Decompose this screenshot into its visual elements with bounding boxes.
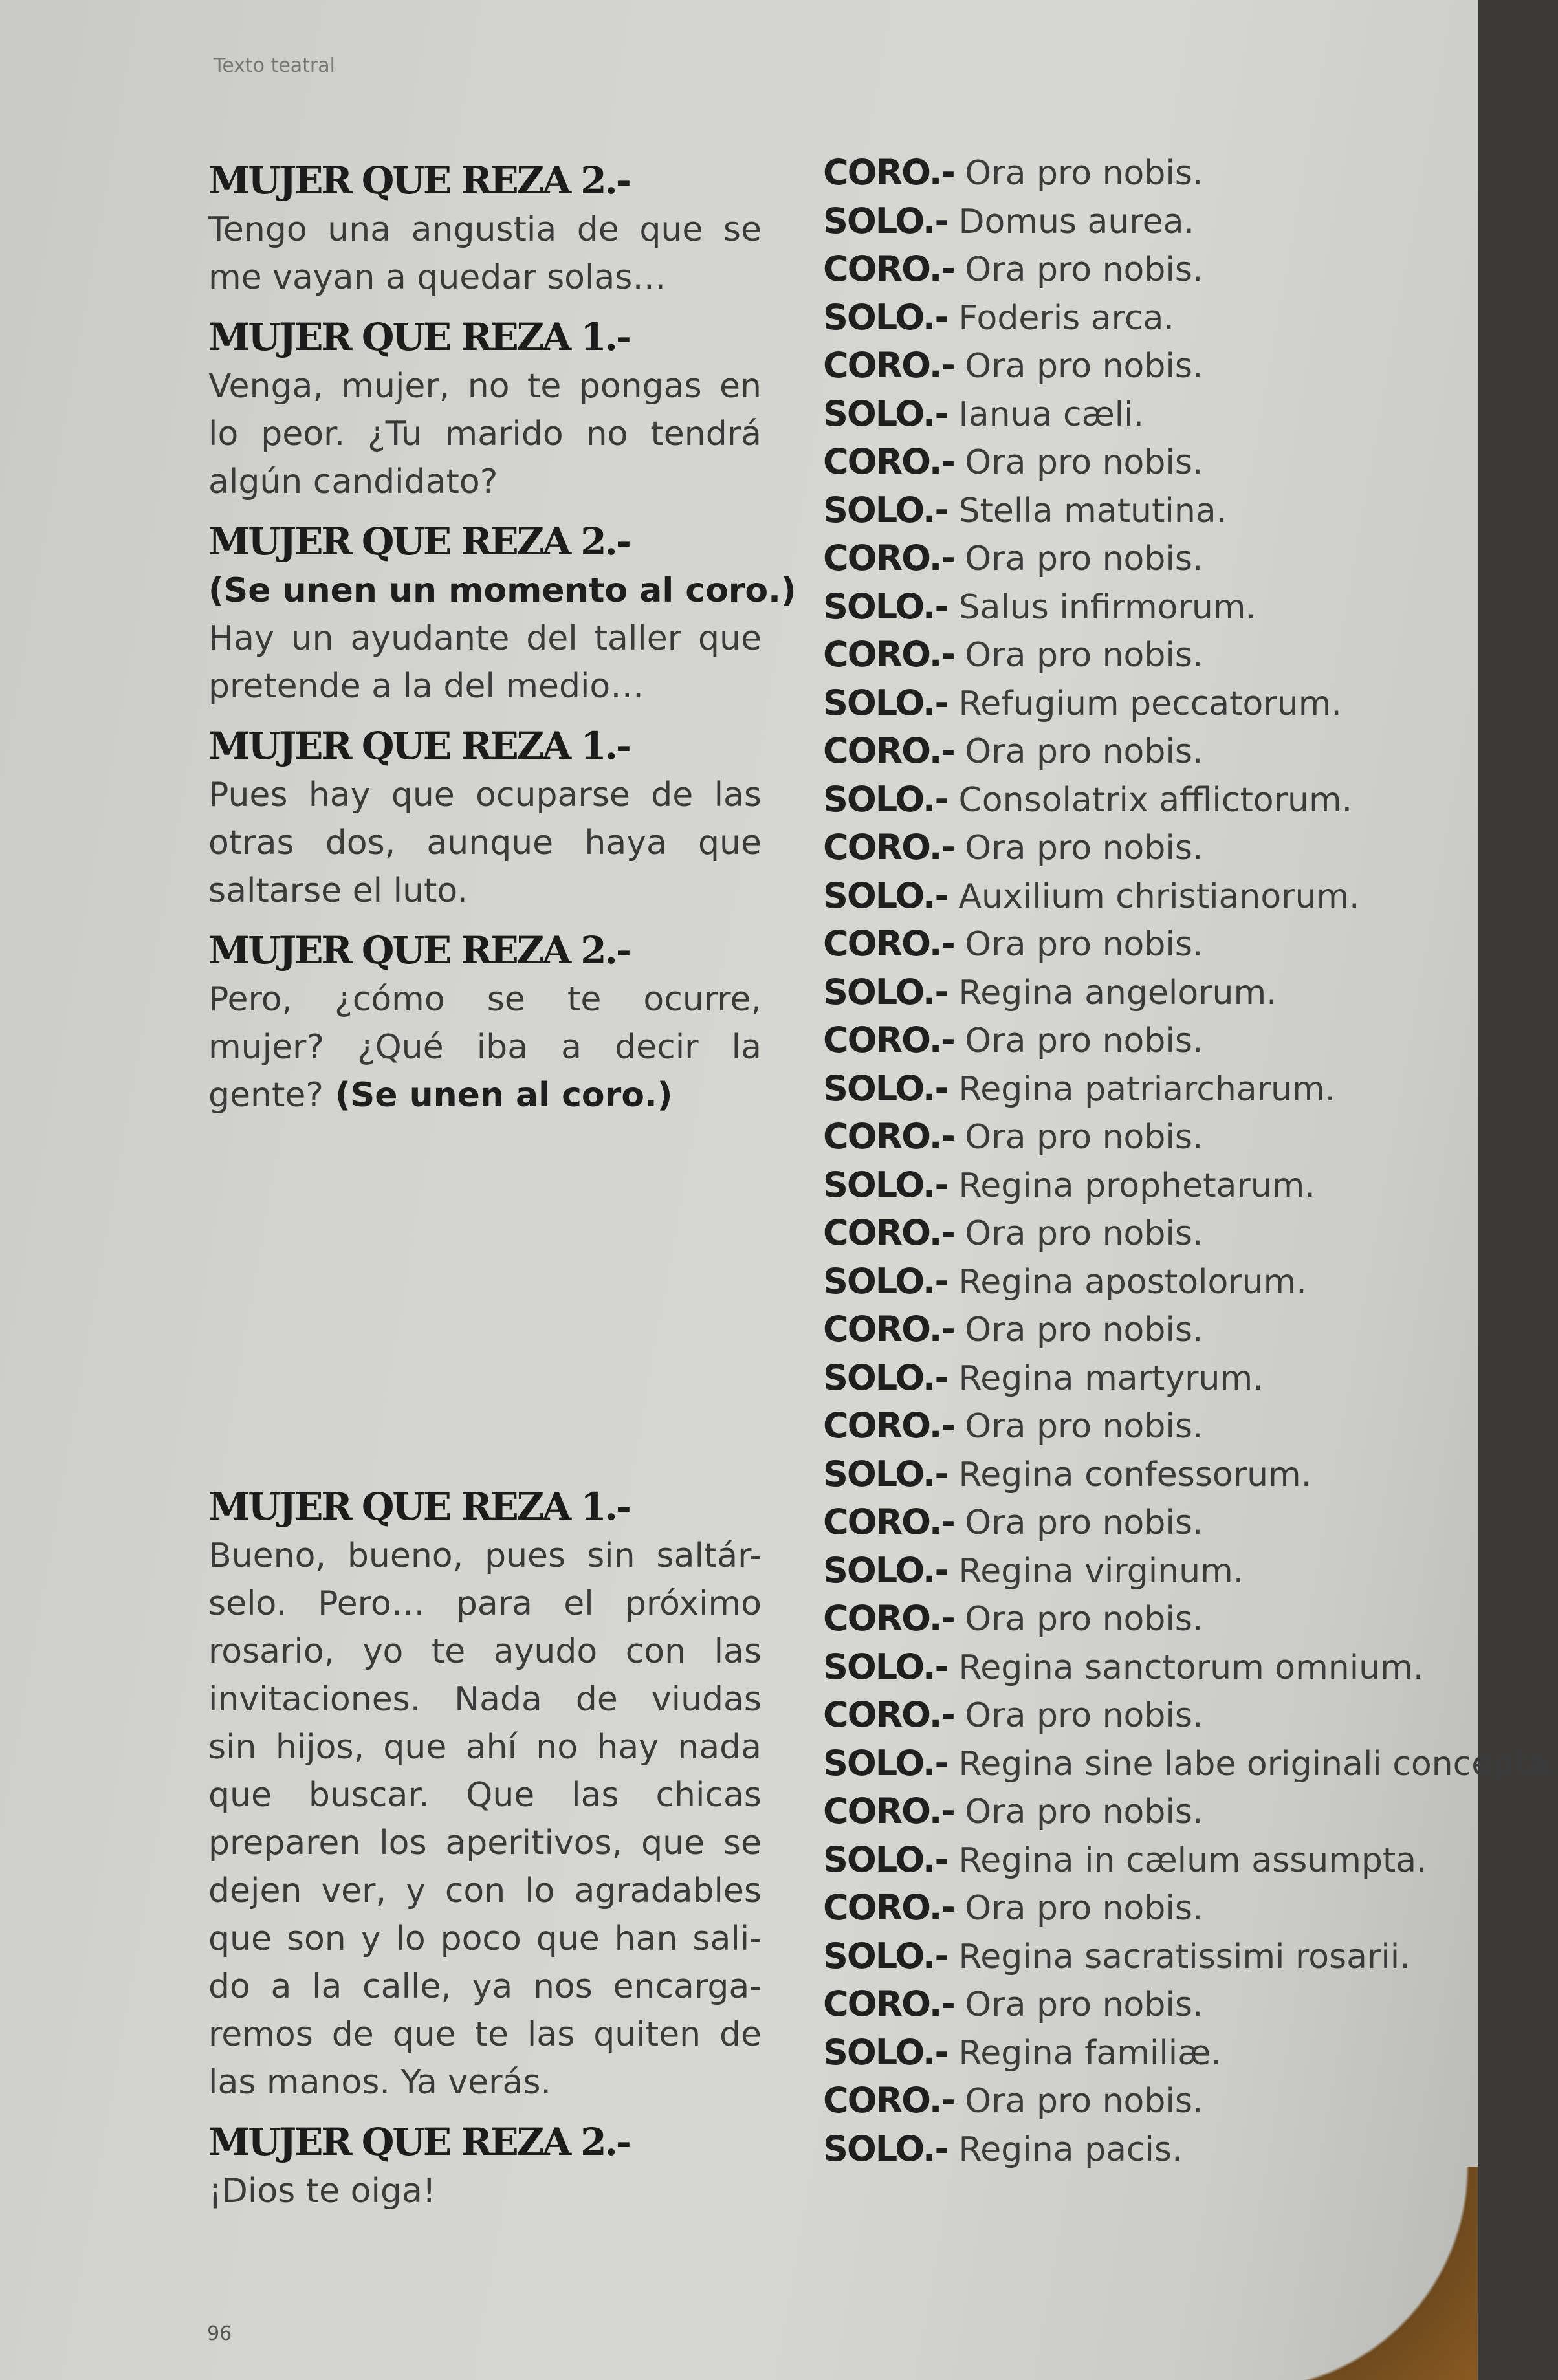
- litany-line: [823, 1258, 1470, 1306]
- litany-line: [823, 1691, 1470, 1740]
- litany-line: [823, 968, 1470, 1017]
- speech-block: [208, 516, 796, 710]
- dialogue-text: que buscar. Que las chicas: [208, 1776, 762, 1815]
- dialogue-text: Tengo una angustia de que se: [208, 210, 762, 249]
- litany-line: [823, 1884, 1470, 1932]
- role-label: CORO.-: [823, 1212, 954, 1253]
- litany-line: [823, 631, 1470, 679]
- litany-text: Ora pro nobis.: [965, 1311, 1203, 1349]
- litany-text: Stella matutina.: [958, 491, 1227, 530]
- litany-text: Ora pro nobis.: [965, 1985, 1203, 2024]
- litany-line: [823, 1016, 1470, 1065]
- role-label: SOLO.-: [823, 1164, 948, 1205]
- dialogue-line: [208, 2011, 762, 2058]
- litany-text: Regina virginum.: [958, 1551, 1244, 1591]
- dialogue-line: [208, 1071, 762, 1119]
- dialogue-column: [208, 155, 796, 1130]
- litany-text: Ora pro nobis.: [965, 1407, 1203, 1446]
- dialogue-line: [208, 1819, 762, 1867]
- litany-line: [823, 1402, 1470, 1450]
- dialogue-line: [208, 867, 762, 915]
- dialogue-text: Bueno, bueno, pues sin saltár-: [208, 1536, 762, 1575]
- dialogue-text: sin hijos, que ahí no hay nada: [208, 1728, 762, 1767]
- dialogue-text: algún candidato?: [208, 463, 498, 501]
- dialogue-line: [208, 362, 762, 410]
- litany-column: [823, 149, 1558, 2173]
- litany-text: Regina confessorum.: [958, 1455, 1312, 1494]
- speech-block: [208, 1481, 762, 2106]
- litany-line: [823, 920, 1470, 968]
- speaker-name: MUJER QUE REZA 2.-: [208, 158, 630, 202]
- page-number: 96: [207, 2322, 232, 2345]
- litany-text: Regina sanctorum omnium.: [958, 1648, 1424, 1687]
- litany-text: Salus infirmorum.: [958, 587, 1256, 627]
- litany-text: Regina sine labe originali concepta.: [958, 1744, 1558, 1784]
- speech-block: [208, 925, 762, 1119]
- litany-line: [823, 342, 1470, 390]
- litany-line: [823, 1595, 1470, 1643]
- litany-line: [823, 1547, 1470, 1595]
- role-label: CORO.-: [823, 1887, 954, 1928]
- dialogue-line: [208, 1867, 762, 1915]
- dialogue-text: ¡Dios te oiga!: [208, 2172, 436, 2211]
- litany-line: [823, 776, 1470, 824]
- block-gap: [208, 506, 762, 516]
- litany-text: Ora pro nobis.: [965, 1889, 1203, 1928]
- litany-line: [823, 1932, 1470, 1981]
- litany-line: [823, 1836, 1470, 1884]
- dialogue-text: rosario, yo te ayudo con las: [208, 1632, 762, 1671]
- litany-line: [823, 1450, 1470, 1499]
- dialogue-text: dejen ver, y con lo agradables: [208, 1872, 762, 1910]
- litany-text: Ora pro nobis.: [965, 2082, 1203, 2121]
- role-label: SOLO.-: [823, 1839, 948, 1880]
- litany-text: Regina apostolorum.: [958, 1262, 1307, 1302]
- block-gap: [208, 1119, 762, 1130]
- role-label: SOLO.-: [823, 2128, 948, 2169]
- dialogue-column-lower: [208, 1481, 762, 2225]
- dialogue-line: [208, 2167, 762, 2215]
- block-gap: [208, 2106, 762, 2117]
- dialogue-text: mujer? ¿Qué iba a decir la: [208, 1028, 762, 1067]
- litany-line: [823, 2077, 1470, 2125]
- role-label: CORO.-: [823, 248, 954, 289]
- litany-text: Ora pro nobis.: [965, 347, 1203, 386]
- role-label: SOLO.-: [823, 393, 948, 434]
- litany-line: [823, 727, 1470, 776]
- litany-line: [823, 197, 1470, 246]
- litany-line: [823, 1113, 1470, 1161]
- role-label: SOLO.-: [823, 1549, 948, 1591]
- dialogue-line: [208, 1915, 762, 1963]
- litany-line: [823, 534, 1470, 583]
- litany-text: Regina prophetarum.: [958, 1166, 1315, 1205]
- litany-line: [823, 2125, 1470, 2174]
- role-label: SOLO.-: [823, 1260, 948, 1302]
- stage-direction: (Se unen al coro.): [323, 1076, 673, 1115]
- dialogue-text: saltarse el luto.: [208, 871, 468, 910]
- role-label: CORO.-: [823, 1501, 954, 1542]
- litany-text: Ora pro nobis.: [965, 829, 1203, 868]
- role-label: SOLO.-: [823, 200, 948, 241]
- speaker-name: MUJER QUE REZA 2.-: [208, 928, 630, 972]
- block-gap: [208, 301, 762, 312]
- litany-line: [823, 1209, 1470, 1258]
- role-label: SOLO.-: [823, 1646, 948, 1687]
- litany-text: Ora pro nobis.: [965, 443, 1203, 482]
- block-gap: [208, 710, 762, 721]
- litany-text: Regina martyrum.: [958, 1359, 1264, 1398]
- litany-line: [823, 149, 1470, 197]
- role-label: SOLO.-: [823, 585, 948, 627]
- speaker-name: MUJER QUE REZA 1.-: [208, 724, 630, 768]
- dialogue-text: otras dos, aunque haya que: [208, 824, 762, 862]
- litany-line: [823, 1065, 1470, 1113]
- role-label: SOLO.-: [823, 1067, 948, 1109]
- litany-text: Ora pro nobis.: [965, 1793, 1203, 1831]
- litany-text: Ora pro nobis.: [965, 1118, 1203, 1157]
- dialogue-text: Pero, ¿cómo se te ocurre,: [208, 980, 762, 1019]
- dialogue-line: [208, 1676, 762, 1723]
- role-label: CORO.-: [823, 923, 954, 964]
- dialogue-line: [208, 1723, 762, 1771]
- litany-text: Regina angelorum.: [958, 973, 1277, 1012]
- litany-line: [823, 486, 1470, 535]
- litany-text: Regina in cælum assumpta.: [958, 1840, 1427, 1880]
- speech-block: [208, 312, 762, 506]
- dialogue-line: [208, 1771, 762, 1819]
- speech-block: [208, 155, 762, 301]
- speaker-name: MUJER QUE REZA 1.-: [208, 1485, 630, 1529]
- dialogue-text: remos de que te las quiten de: [208, 2015, 762, 2054]
- litany-line: [823, 294, 1470, 342]
- role-label: CORO.-: [823, 1116, 954, 1157]
- litany-text: Ora pro nobis.: [965, 732, 1203, 771]
- dialogue-text: Venga, mujer, no te pongas en: [208, 367, 762, 406]
- litany-text: Ora pro nobis.: [965, 1503, 1203, 1542]
- dialogue-line: [208, 1532, 762, 1580]
- dialogue-line: [208, 771, 762, 819]
- dialogue-text: Pues hay que ocuparse de las: [208, 776, 762, 814]
- litany-line: [823, 583, 1470, 631]
- litany-text: Ora pro nobis.: [965, 1696, 1203, 1735]
- litany-text: Ora pro nobis.: [965, 636, 1203, 675]
- litany-text: Ora pro nobis.: [965, 925, 1203, 964]
- dialogue-text: las manos. Ya verás.: [208, 2063, 552, 2102]
- role-label: SOLO.-: [823, 778, 948, 820]
- litany-text: Ora pro nobis.: [965, 540, 1203, 578]
- role-label: SOLO.-: [823, 2031, 948, 2073]
- litany-line: [823, 438, 1470, 486]
- role-label: CORO.-: [823, 441, 954, 482]
- litany-line: [823, 1643, 1470, 1692]
- litany-text: Ora pro nobis.: [965, 250, 1203, 289]
- dialogue-text: lo peor. ¿Tu marido no tendrá: [208, 415, 762, 453]
- block-gap: [208, 915, 762, 925]
- litany-text: Regina familiæ.: [958, 2033, 1222, 2073]
- litany-line: [823, 1305, 1470, 1354]
- dialogue-text: que son y lo poco que han sali-: [208, 1919, 762, 1958]
- speech-block: [208, 2117, 762, 2215]
- litany-text: Ora pro nobis.: [965, 1021, 1203, 1060]
- litany-text: Ora pro nobis.: [965, 154, 1203, 193]
- stage-direction: (Se unen un momento al coro.): [208, 571, 796, 610]
- role-label: CORO.-: [823, 1020, 954, 1060]
- litany-line: [823, 245, 1470, 294]
- dialogue-text: pretende a la del medio…: [208, 667, 644, 706]
- litany-line: [823, 1498, 1470, 1547]
- role-label: CORO.-: [823, 1791, 954, 1831]
- litany-line: [823, 679, 1470, 728]
- dialogue-text: me vayan a quedar solas…: [208, 258, 666, 297]
- dialogue-line: [208, 2058, 762, 2106]
- role-label: CORO.-: [823, 152, 954, 193]
- role-label: SOLO.-: [823, 971, 948, 1012]
- litany-line: [823, 1787, 1470, 1836]
- litany-text: Foderis arca.: [958, 298, 1174, 338]
- litany-line: [823, 2029, 1470, 2077]
- role-label: CORO.-: [823, 1309, 954, 1349]
- litany-text: Regina patriarcharum.: [958, 1069, 1336, 1109]
- litany-text: Refugium peccatorum.: [958, 684, 1342, 723]
- litany-text: Ora pro nobis.: [965, 1214, 1203, 1253]
- role-label: SOLO.-: [823, 1453, 948, 1494]
- role-label: SOLO.-: [823, 1742, 948, 1784]
- dialogue-line: [208, 615, 762, 662]
- role-label: CORO.-: [823, 634, 954, 675]
- dialogue-line: [208, 1580, 762, 1628]
- speaker-name: MUJER QUE REZA 2.-: [208, 2120, 630, 2164]
- litany-line: [823, 1740, 1558, 1788]
- litany-text: Regina sacratissimi rosarii.: [958, 1937, 1410, 1976]
- role-label: SOLO.-: [823, 875, 948, 916]
- role-label: CORO.-: [823, 730, 954, 771]
- role-label: SOLO.-: [823, 1935, 948, 1976]
- dialogue-line: [208, 254, 762, 301]
- dialogue-line: [208, 206, 762, 254]
- speech-block: [208, 721, 762, 915]
- page-curl: [1245, 2167, 1478, 2380]
- dialogue-line: [208, 458, 762, 506]
- litany-line: [823, 824, 1470, 872]
- role-label: CORO.-: [823, 1405, 954, 1446]
- role-label: SOLO.-: [823, 296, 948, 338]
- block-gap: [208, 2215, 762, 2225]
- litany-line: [823, 872, 1470, 921]
- role-label: SOLO.-: [823, 682, 948, 723]
- litany-line: [823, 1980, 1470, 2029]
- role-label: CORO.-: [823, 827, 954, 868]
- role-label: CORO.-: [823, 2080, 954, 2121]
- dialogue-text: invitaciones. Nada de viudas: [208, 1680, 762, 1719]
- role-label: SOLO.-: [823, 1357, 948, 1398]
- dialogue-line: [208, 1628, 762, 1676]
- litany-line: [823, 1161, 1470, 1210]
- litany-text: Regina pacis.: [958, 2130, 1183, 2169]
- role-label: CORO.-: [823, 345, 954, 386]
- litany-text: Auxilium christianorum.: [958, 877, 1360, 916]
- dialogue-line: [208, 819, 762, 867]
- dialogue-line: [208, 976, 762, 1023]
- litany-text: Domus aurea.: [958, 202, 1195, 241]
- dialogue-text: selo. Pero… para el próximo: [208, 1584, 762, 1623]
- litany-text: Ora pro nobis.: [965, 1600, 1203, 1639]
- dialogue-line: [208, 1963, 762, 2011]
- dialogue-line: [208, 410, 762, 458]
- litany-text: Consolatrix afflictorum.: [958, 780, 1353, 820]
- running-header: Texto teatral: [214, 54, 335, 77]
- dialogue-line: [208, 662, 762, 710]
- dialogue-line: [208, 1023, 762, 1071]
- litany-line: [823, 1354, 1470, 1403]
- role-label: CORO.-: [823, 1983, 954, 2024]
- litany-line: [823, 390, 1470, 439]
- dialogue-text: Hay un ayudante del taller que: [208, 619, 762, 658]
- speaker-name: MUJER QUE REZA 1.-: [208, 315, 630, 359]
- role-label: CORO.-: [823, 1694, 954, 1735]
- speaker-name: MUJER QUE REZA 2.-: [208, 519, 630, 563]
- dialogue-text: preparen los aperitivos, que se: [208, 1824, 762, 1862]
- role-label: CORO.-: [823, 1598, 954, 1639]
- role-label: CORO.-: [823, 538, 954, 578]
- role-label: SOLO.-: [823, 489, 948, 530]
- dialogue-text: do a la calle, ya nos encarga-: [208, 1967, 762, 2006]
- litany-text: Ianua cæli.: [958, 395, 1145, 434]
- dialogue-text: gente?: [208, 1076, 324, 1115]
